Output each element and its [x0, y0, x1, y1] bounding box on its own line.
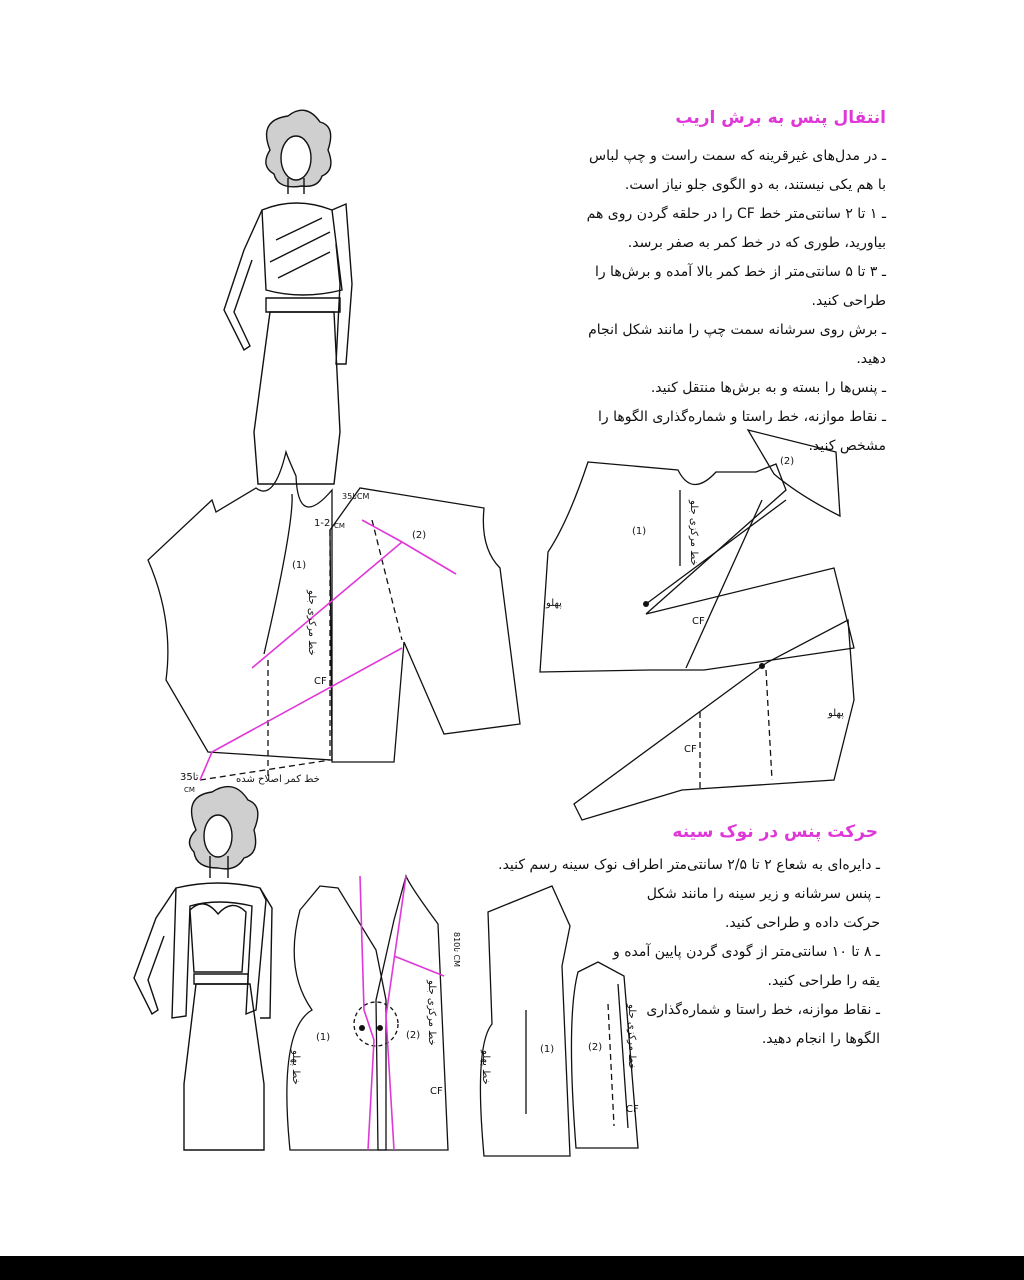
- section2-body: [480, 850, 880, 881]
- section2-line-1: ـ دایره‌ای به شعاع ۲ تا ۲/۵ سانتی‌متر اطراف نوک سینه رسم کنید.: [498, 857, 880, 873]
- section1-line-1: ـ در مدل‌های غیرقرینه که سمت راست و چپ لباس با هم یکی نیستند، به دو الگوی جلو نیاز است.: [589, 148, 886, 193]
- pattern4-cf-label: CF: [626, 1104, 639, 1115]
- pattern4-piece1-label: (1): [540, 1044, 555, 1055]
- overlap-unit: CM: [334, 522, 345, 530]
- pattern3-piece1-label: (1): [316, 1032, 331, 1043]
- raise-top-label: 3تا5CM: [342, 492, 370, 501]
- section1-line-3: ـ ۳ تا ۵ سانتی‌متر از خط کمر بالا آمده و برش‌ها را طراحی کنید.: [594, 264, 886, 309]
- fashion-figure-bolero-dress: [134, 787, 272, 1150]
- pattern1-piece2-label: (2): [412, 530, 427, 541]
- section2-body-b: [610, 880, 880, 1054]
- fashion-figure-asymmetric-dress: [224, 110, 352, 484]
- corrected-waist-label: خط کمر اصلاح شده: [236, 774, 320, 785]
- pattern4-piece2-label: (2): [588, 1042, 603, 1053]
- neck-drop-label: 8تا10 CM: [452, 932, 461, 967]
- pattern3-cf-label: CF: [430, 1086, 443, 1097]
- pattern4-cf-line-label: خط مرکزی جلو: [626, 1004, 637, 1070]
- section2-heading: حرکت پنس در نوک سینه: [672, 822, 878, 842]
- pattern3-side-line-label: خط پهلو: [290, 1050, 301, 1085]
- pattern2-small-piece2-label: (2): [780, 456, 795, 467]
- section1-line-4: ـ برش روی سرشانه سمت چپ را مانند شکل انجام دهید.: [588, 322, 886, 367]
- section1-body: [586, 142, 886, 461]
- pattern1-cf-line-label: خط مرکزی جلو: [306, 590, 317, 656]
- raise-label: 3تا5: [180, 772, 199, 783]
- pattern2-piece1-label: (1): [632, 526, 647, 537]
- pattern3-cf-line-label: خط مرکزی جلو: [426, 980, 437, 1046]
- pattern3-piece2-label: (2): [406, 1030, 421, 1041]
- bias-cut-lines: [200, 520, 456, 780]
- bias-cut-front-pattern: [148, 452, 520, 780]
- pattern2-side-label-lower: پهلو: [828, 708, 844, 719]
- pattern1-cf-label: CF: [314, 676, 327, 687]
- pattern2-cf-label-lower: CF: [684, 744, 697, 755]
- pattern2-cf-label: CF: [692, 616, 705, 627]
- section2-line-4: ـ نقاط موازنه، خط راستا و شماره‌گذاری الگوها را انجام دهید.: [646, 1002, 880, 1047]
- section1-heading: انتقال پنس به برش اریب: [675, 108, 886, 128]
- section1-line-2: ـ ۱ تا ۲ سانتی‌متر خط CF را در حلقه گردن روی هم بیاورید، طوری که در خط کمر به صفر برسد.: [586, 206, 886, 251]
- raise-unit: CM: [184, 786, 195, 794]
- pattern2-side-label: پهلو: [546, 598, 562, 609]
- pattern1-piece1-label: (1): [292, 560, 307, 571]
- bust-dart-pattern: [287, 876, 448, 1150]
- section2-line-3: ـ ۸ تا ۱۰ سانتی‌متر از گودی گردن پایین آمده و یقه را طراحی کنید.: [612, 944, 880, 989]
- pattern4-side-line-label: خط پهلو: [480, 1050, 491, 1085]
- bottom-bar: [0, 1256, 1024, 1280]
- section2-line-2: ـ پنس سرشانه و زیر سینه را مانند شکل حرکت داده و طراحی کنید.: [646, 886, 880, 931]
- overlap-label: 1-2: [314, 518, 331, 529]
- pattern2-cf-line-label: خط مرکزی جلو: [688, 500, 699, 566]
- section1-line-5: ـ پنس‌ها را بسته و به برش‌ها منتقل کنید.: [650, 380, 886, 396]
- section1-line-6: ـ نقاط موازنه، خط راستا و شماره‌گذاری الگوها را مشخص کنید.: [598, 409, 886, 454]
